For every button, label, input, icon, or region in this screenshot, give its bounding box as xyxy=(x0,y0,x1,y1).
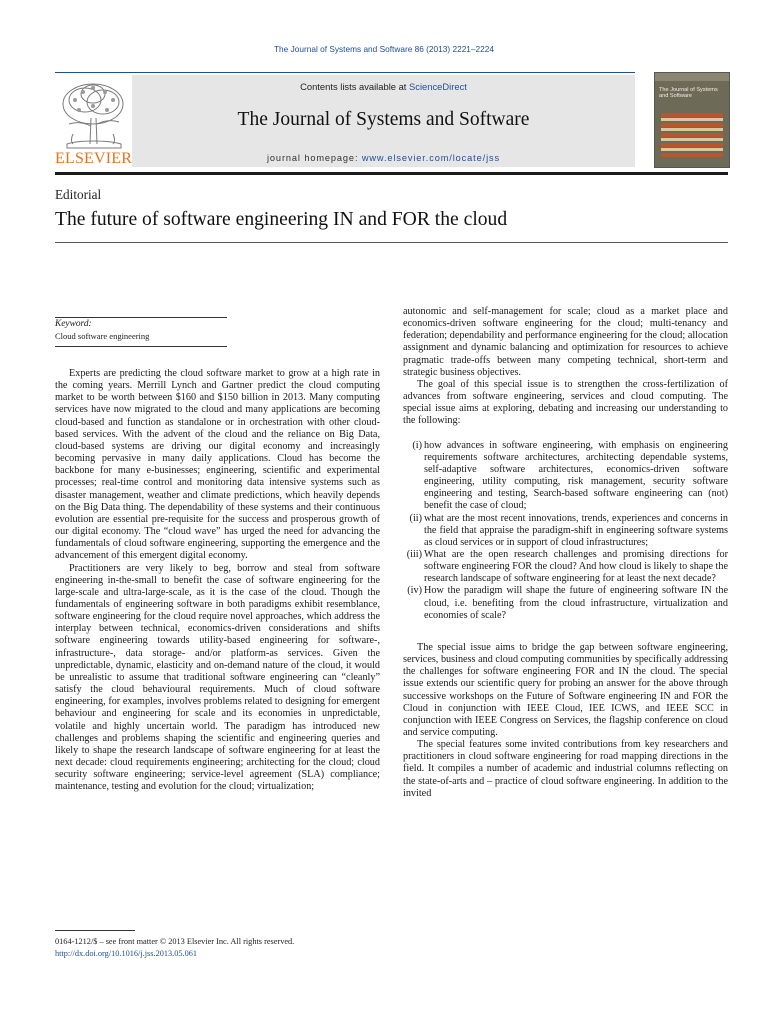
keyword-top-rule xyxy=(55,317,227,318)
spacer xyxy=(403,622,728,642)
list-marker: (iii) xyxy=(406,548,422,560)
list-marker: (iv) xyxy=(407,585,422,597)
homepage-prefix: journal homepage: xyxy=(266,153,362,163)
body-paragraph: The special features some invited contributions from key researchers and practitioners in cloud software engineering for road mapping directions in the field. It compiles a number of academic and industrial columns reflecting on the state-of-arts and – practice of cloud software engineering. In addition to the invited xyxy=(403,739,728,799)
keyword-bottom-rule xyxy=(55,346,227,347)
body-column-right xyxy=(403,306,728,800)
article-title: The future of software engineering IN and FOR the cloud xyxy=(55,209,508,230)
issn-line: 0164-1212/$ – see front matter © 2013 Elsevier Inc. All rights reserved. xyxy=(55,937,295,946)
sciencedirect-link[interactable]: ScienceDirect xyxy=(409,81,467,92)
keyword-item: Cloud software engineering xyxy=(55,331,150,341)
publisher-wordmark: ELSEVIER xyxy=(55,150,133,167)
cover-title: The Journal of Systems and Software xyxy=(659,87,718,100)
keyword-heading: Keyword: xyxy=(55,319,92,329)
journal-masthead xyxy=(55,72,728,167)
masthead-box xyxy=(132,75,635,167)
body-column-left xyxy=(55,368,380,928)
title-rule xyxy=(55,242,728,243)
body-paragraph: Practitioners are very likely to beg, borrow and steal from software engineering in-the-small to benefit the case of software engineering for the large-scale and ultra-large-scale, as it is the case of the cloud. Though the fundamentals of engineering software in both paradigms exhibit resemblance, software engineering for the cloud require novel approaches, which address the interplay between technical, economics-driven considerations and shifts software engineering towards utility-based engineering for software-, infrastructure-, data storage- and/or platform-as services. Given the unpredictable, dynamic, elasticity and on-demand nature of the cloud, it would be unrealistic to assume that traditional software engineering can “cleanly” satisfy the cloud behavioural requirements. Much of cloud software engineering, for examples, involves problems related to designing for emergent behaviour and engineering for scale and its economies in unpredictable, volatile and highly uncertain world. The paradigm has introduced new challenges and problems shaping the scientific and engineering queries and likely to shape the research landscape of software engineering for at least the next decade: cloud requirements engineering; architecting for the cloud; cloud security software engineering; service-level agreement (SLA) compliance; maintenance, testing and evolution for the cloud; virtualization; xyxy=(55,562,380,793)
list-item xyxy=(403,440,728,513)
list-marker: (i) xyxy=(412,439,422,451)
contents-available xyxy=(132,81,635,92)
journal-homepage xyxy=(132,153,635,163)
section-label: Editorial xyxy=(55,187,102,202)
research-questions-list xyxy=(403,440,728,622)
list-item-text: what are the most recent innovations, trends, experiences and concerns in the field that appraise the paradigm-shift in engineering software systems as cloud services or in support of cloud infrastructures; xyxy=(424,512,728,548)
body-paragraph: The special issue aims to bridge the gap between software engineering, services, business and cloud computing communities by specifically addressing the challenges for software engineering FOR and IN the cloud. The special issue extends our scientific query for probing an answer for the above through successive workshops on the Future of Software engineering IN and FOR the Cloud in conjunction with IEEE Cloud, IEE ICWS, and IEEE SCC in conjunction with IEEE Congress on Services, the flagship conference on cloud and service computing. xyxy=(403,641,728,738)
journal-cover-thumbnail xyxy=(654,72,730,168)
body-paragraph: The goal of this special issue is to strengthen the cross-fertilization of advances from software engineering, services and cloud computing. The special issue aims at exploring, debating and increasing our understanding to the following: xyxy=(403,378,728,427)
doi-link[interactable]: http://dx.doi.org/10.1016/j.jss.2013.05.061 xyxy=(55,949,198,958)
homepage-link[interactable]: www.elsevier.com/locate/jss xyxy=(361,153,501,163)
list-marker: (ii) xyxy=(409,512,422,524)
list-item xyxy=(403,549,728,585)
list-item xyxy=(403,513,728,549)
masthead-rule xyxy=(55,72,635,73)
journal-title: The Journal of Systems and Software xyxy=(237,109,530,130)
footer-rule xyxy=(55,930,135,931)
header-rule xyxy=(55,172,728,175)
journal-citation[interactable]: The Journal of Systems and Software 86 (2013) 2221–2224 xyxy=(273,44,494,54)
contents-prefix: Contents lists available at xyxy=(300,81,410,92)
body-paragraph: Experts are predicting the cloud software market to grow at a high rate in the coming years. Merrill Lynch and Gartner predict the cloud computing market to be worth between $160 and $150 billion in 2013. Many computing services have now migrated to the cloud and many applications are becoming cloud-based and function as standalone or in orchestration with other cloud-based services. With the advent of the cloud and the reliance on Big Data, cloud-based systems are driving our digital economy and increasingly becoming pervasive in many daily applications. Cloud has become the backbone for many e-businesses; engineering, scientific and experimental processes; real-time control and monitoring data intensive systems such as disaster management, weather and climate predictions, which heavily depends on the Big Data thing. The dependability of these systems and their continuous evolution are essential pre-requisite for the success and prosperous growth of our digital economy. The “cloud wave” has urged the need for advancing the fundamentals of cloud software engineering, supporting the emergence and the advancement of this emergent digital economy. xyxy=(55,368,380,562)
list-item xyxy=(403,585,728,621)
list-item-text: What are the open research challenges and promising directions for software engineering FOR the cloud? And how cloud is likely to shape the research landscape of software engineering for at least the next decade? xyxy=(424,548,728,585)
body-paragraph: autonomic and self-management for scale; cloud as a market place and economics-driven software engineering for the cloud; multi-tenancy and federation; dependability and performance engineering for the cloud; allocation assignment and dynamic balancing and optimization for resources to achieve pragmatic trade-offs between many competing technical, short-term and strategic business objectives. xyxy=(403,306,728,378)
list-item-text: how advances in software engineering, with emphasis on engineering requirements software architectures, architecting dependable systems, self-adaptive software architectures, economics-driven software engineering, utility computing, risk management, security software engineering and testing, Search-based software engineering can (not) benefit the case of cloud; xyxy=(424,439,728,512)
list-item-text: How the paradigm will shape the future of engineering software IN the cloud, i.e. benefiting from the cloud infrastructure, virtualization and economies of scale? xyxy=(424,585,728,621)
